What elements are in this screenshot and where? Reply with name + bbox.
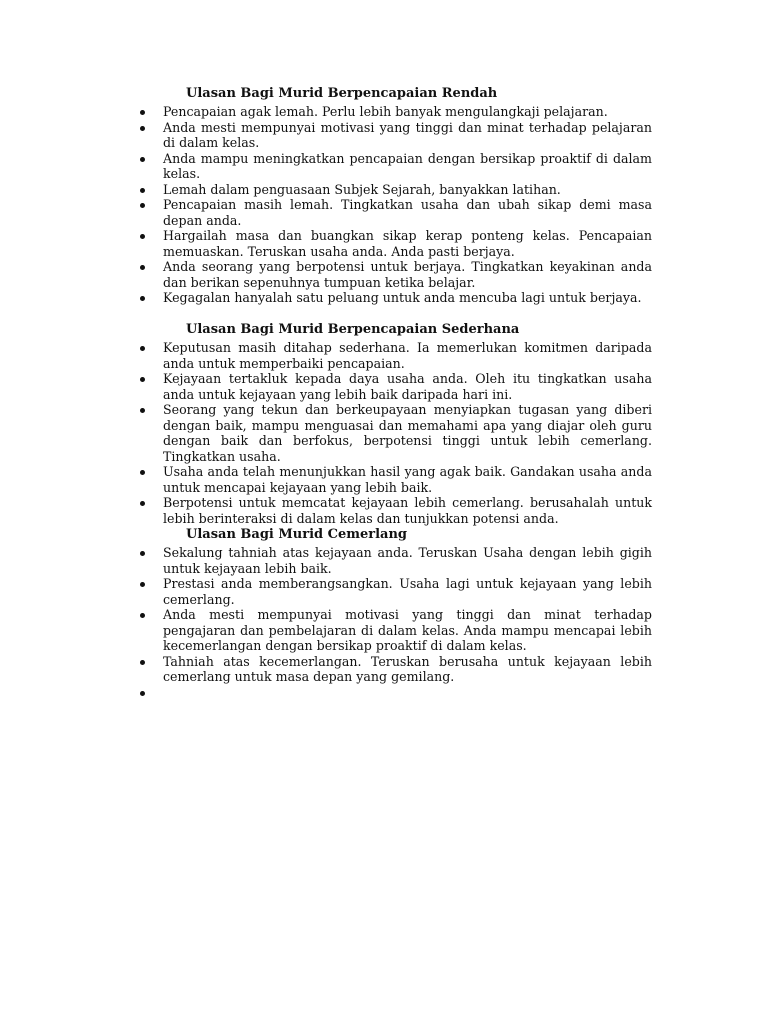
list-item <box>138 151 652 182</box>
bullet-icon <box>140 346 145 351</box>
bullet-icon <box>140 126 145 131</box>
bullet-icon <box>140 582 145 587</box>
list-item <box>138 120 652 151</box>
list-item-text: Kegagalan hanyalah satu peluang untuk anda mencuba lagi untuk berjaya. <box>163 290 642 305</box>
bullet-icon <box>140 660 145 665</box>
bullet-list <box>138 340 652 526</box>
bullet-icon <box>140 501 145 506</box>
section-rendah <box>138 86 652 306</box>
list-item <box>138 371 652 402</box>
bullet-icon <box>140 234 145 239</box>
bullet-icon <box>140 110 145 115</box>
list-item <box>138 104 652 120</box>
list-item <box>138 290 652 306</box>
section-title: Ulasan Bagi Murid Cemerlang <box>186 527 408 542</box>
bullet-icon <box>140 296 145 301</box>
bullet-icon <box>140 470 145 475</box>
list-item-text: Anda mampu meningkatkan pencapaian dengan bersikap proaktif di dalam kelas. <box>163 150 652 181</box>
list-item <box>138 402 652 464</box>
list-item <box>138 197 652 228</box>
list-item <box>138 228 652 259</box>
bullet-icon <box>140 188 145 193</box>
list-item-text: Lemah dalam penguasaan Subjek Sejarah, banyakkan latihan. <box>163 181 561 197</box>
list-item-text: Hargailah masa dan buangkan sikap kerap ponteng kelas. Pencapaian memuaskan. Teruskan usaha anda. Anda pasti berjaya. <box>163 228 652 259</box>
bullet-icon <box>140 691 145 696</box>
list-item <box>138 545 652 576</box>
list-item-text: Pencapaian masih lemah. Tingkatkan usaha dan ubah sikap demi masa depan anda. <box>163 197 652 228</box>
list-item-text: Pencapaian agak lemah. Perlu lebih banyak mengulangkaji pelajaran. <box>163 104 608 119</box>
list-item-text: Anda mesti mempunyai motivasi yang tinggi dan minat terhadap pelajaran di dalam kelas. <box>163 119 652 150</box>
list-item-text: Berpotensi untuk memcatat kejayaan lebih cemerlang. berusahalah untuk lebih berinteraksi di dalam kelas dan tunjukkan potensi anda. <box>163 495 652 526</box>
list-item-text: Prestasi anda memberangsangkan. Usaha lagi untuk kejayaan yang lebih cemerlang. <box>163 576 652 607</box>
list-item-text: Usaha anda telah menunjukkan hasil yang agak baik. Gandakan usaha anda untuk mencapai kejayaan yang lebih baik. <box>163 464 652 495</box>
bullet-icon <box>140 265 145 270</box>
list-item <box>138 607 652 654</box>
list-item <box>138 654 652 685</box>
section-sederhana <box>138 322 652 526</box>
list-item <box>138 182 652 198</box>
list-item-text: Keputusan masih ditahap sederhana. Ia memerlukan komitmen daripada anda untuk memperbaiki pencapaian. <box>163 340 652 371</box>
section-title: Ulasan Bagi Murid Berpencapaian Rendah <box>186 86 498 101</box>
list-item <box>138 464 652 495</box>
list-item-text: Anda mesti mempunyai motivasi yang tinggi dan minat terhadap pengajaran dan pembelajaran di dalam kelas. Anda mampu mencapai lebih kecemerlangan dengan bersikap proaktif di dalam kelas. <box>163 607 652 653</box>
list-item-text: Kejayaan tertakluk kepada daya usaha anda. Oleh itu tingkatkan usaha anda untuk kejayaan yang lebih baik daripada hari ini. <box>163 371 652 402</box>
bullet-icon <box>140 613 145 618</box>
bullet-list <box>138 104 652 306</box>
section-title: Ulasan Bagi Murid Berpencapaian Sederhana <box>186 322 520 337</box>
list-item <box>138 259 652 290</box>
bullet-list <box>138 545 652 700</box>
list-item <box>138 340 652 371</box>
list-item-text: Tahniah atas kecemerlangan. Teruskan berusaha untuk kejayaan lebih cemerlang untuk masa depan yang gemilang. <box>163 653 652 684</box>
section-cemerlang <box>138 527 652 700</box>
bullet-icon <box>140 157 145 162</box>
list-item <box>138 685 652 701</box>
bullet-icon <box>140 408 145 413</box>
list-item-text: Anda seorang yang berpotensi untuk berjaya. Tingkatkan keyakinan anda dan berikan sepenuhnya tumpuan ketika belajar. <box>163 259 652 290</box>
list-item-text: Seorang yang tekun dan berkeupayaan menyiapkan tugasan yang diberi dengan baik, mampu menguasai dan memahami apa yang diajar oleh guru dengan baik dan berfokus, berpotensi tinggi untuk lebih cemerlang. Tingkatkan usaha. <box>163 402 652 464</box>
list-item-text: Sekalung tahniah atas kejayaan anda. Teruskan Usaha dengan lebih gigih untuk kejayaan lebih baik. <box>163 545 652 576</box>
bullet-icon <box>140 551 145 556</box>
list-item <box>138 576 652 607</box>
bullet-icon <box>140 377 145 382</box>
list-item <box>138 495 652 526</box>
bullet-icon <box>140 203 145 208</box>
